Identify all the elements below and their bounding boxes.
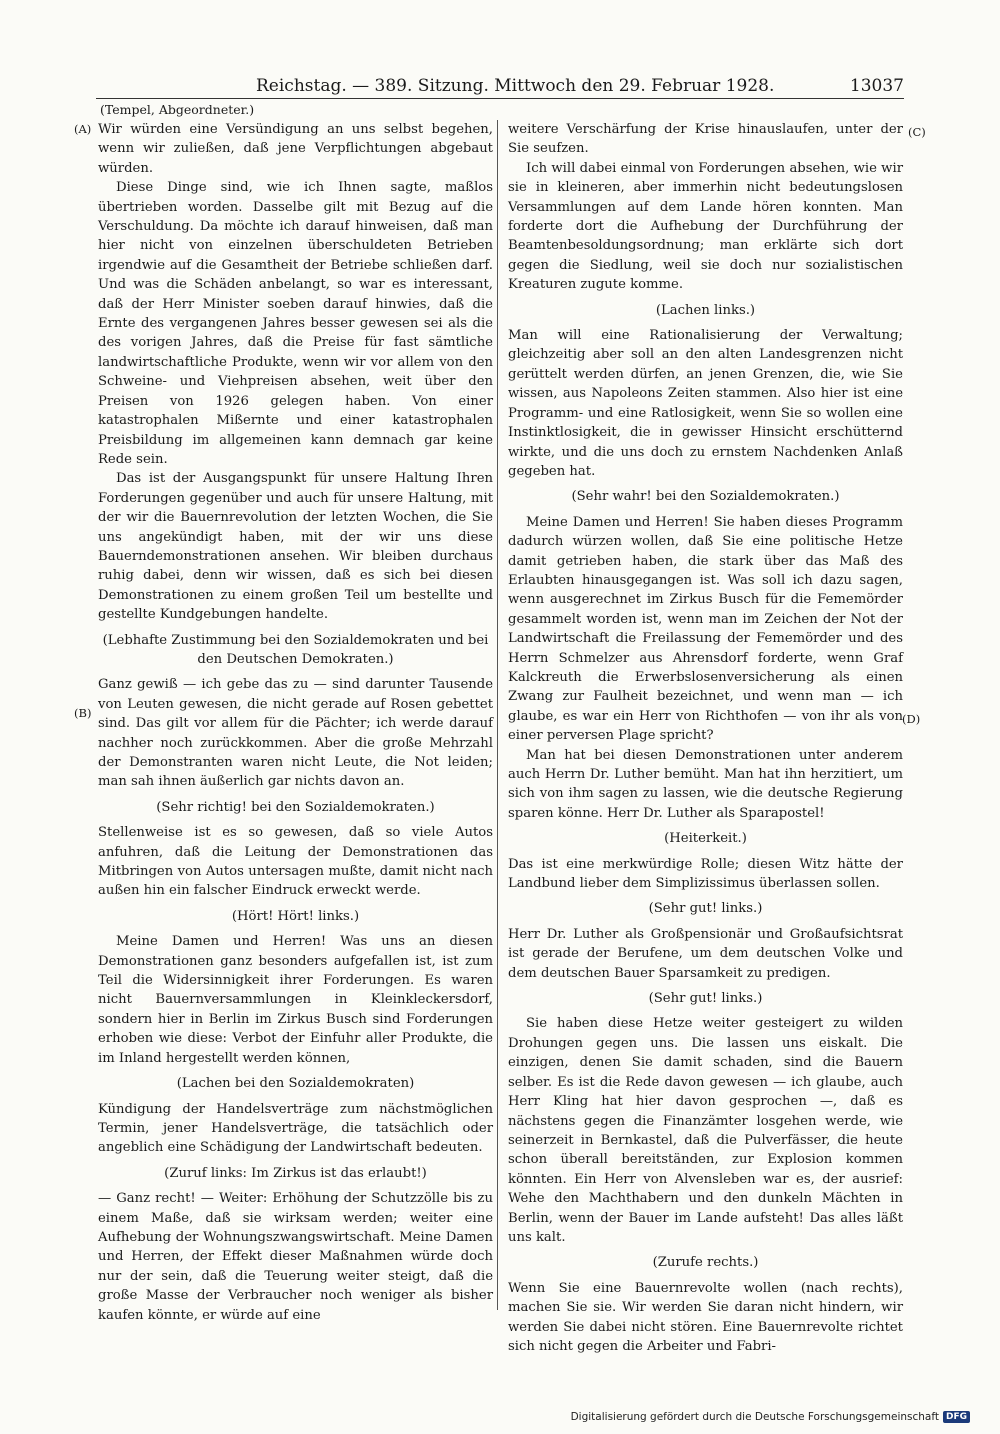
paragraph: Stellenweise ist es so gewesen, daß so viele Autos anfuhren, daß die Leitung der Demonstrationen das Mitbringen von Autos untersagen mußte, damit nicht nach außen hin ein falscher Eindruck erweckt werde. xyxy=(98,825,493,899)
interjection: (Sehr gut! links.) xyxy=(648,991,763,1007)
margin-mark-d: (D) xyxy=(902,712,921,726)
interjection: (Lebhafte Zustimmung bei den Sozialdemokraten und bei den Deutschen Demokraten.) xyxy=(102,632,489,667)
paragraph: Kündigung der Handelsverträge zum nächstmöglichen Termin, jener Handelsverträge, die tatsächlich oder angeblich eine Schädigung der Landwirtschaft bedeuten. xyxy=(98,1101,493,1156)
footer-text: Digitalisierung gefördert durch die Deutsche Forschungsgemeinschaft xyxy=(570,1411,939,1423)
paragraph: Herr Dr. Luther als Großpensionär und Großaufsichtsrat ist gerade der Berufene, um dem deutschen Volke und dem deutschen Bauer Sparsamkeit zu predigen. xyxy=(508,926,903,981)
interjection: (Lachen links.) xyxy=(655,302,756,318)
page-number: 13037 xyxy=(849,76,904,96)
column-divider xyxy=(497,120,498,1310)
interjection: (Zurufe rechts.) xyxy=(652,1255,759,1271)
left-column xyxy=(98,120,493,1325)
interjection: (Hört! Hört! links.) xyxy=(231,908,360,924)
interjection: (Lachen bei den Sozialdemokraten) xyxy=(176,1076,415,1092)
interjection: (Heiterkeit.) xyxy=(664,831,747,847)
paragraph: Sie haben diese Hetze weiter gesteigert zu wilden Drohungen gegen uns. Die lassen uns eiskalt. Die einzigen, denen Sie damit schaden, sind die Bauern selber. Es ist die Rede davon gewesen — ich glaube, auch Herr Kling hat hier davon gesprochen —, daß es nächstens gegen die Finanzämter losgehen werde, wie seinerzeit in Bernkastel, daß die Pulverfässer, die heute schon überall bereitständen, zur Explosion kommen könnten. Ein Herr von Alvensleben war es, der ausrief: Wehe den Machthabern und den dunkeln Mächten in Berlin, wenn der Bauer im Lande aufsteht! Das alles läßt uns kalt. xyxy=(508,1016,903,1245)
margin-mark-a: (A) xyxy=(74,122,92,136)
interjection: (Sehr richtig! bei den Sozialdemokraten.) xyxy=(156,799,435,815)
page-header xyxy=(96,76,904,99)
margin-mark-b: (B) xyxy=(74,706,92,720)
paragraph: Wir würden eine Versündigung an uns selbst begehen, wenn wir zuließen, daß jene Verpflichtungen abgebaut würden. xyxy=(98,122,493,176)
margin-mark-c: (C) xyxy=(908,125,926,139)
paragraph: Man will eine Rationalisierung der Verwaltung; gleichzeitig aber soll an den alten Landesgrenzen nicht gerüttelt werden dürfen, an jenen Grenzen, die, wie Sie wissen, aus Napoleons Zeiten stammen. Also hier ist eine Programm- und eine Ratlosigkeit, wenn Sie so wollen eine Instinktlosigkeit, die in gewisser Hinsicht erschütternd wirkte, und die uns doch zu ernstem Nachdenken Anlaß gegeben hat. xyxy=(508,328,903,479)
paragraph: — Ganz recht! — Weiter: Erhöhung der Schutzzölle bis zu einem Maße, daß sie wirksam werden; weiter eine Aufhebung der Wohnungszwangswirtschaft. Meine Damen und Herren, der Effekt dieser Maßnahmen würde doch nur der sein, daß die Teuerung weiter steigt, daß die große Masse der Verbraucher noch weniger als bisher kaufen könnte, er würde auf eine xyxy=(98,1191,493,1323)
paragraph: Ich will dabei einmal von Forderungen absehen, wie wir sie in kleineren, aber immerhin nicht bedeutungslosen Versammlungen auf dem Lande hören konnten. Man forderte dort die Aufhebung der Durchführung der Beamtenbesoldungsordnung; man erklärte sich dort gegen die Siedlung, weil sie doch nur sozialistischen Kreaturen zugute komme. xyxy=(508,160,903,293)
paragraph: Ganz gewiß — ich gebe das zu — sind darunter Tausende von Leuten gewesen, die nicht gerade auf Rosen gebettet sind. Das gilt vor allem für die Pächter; ich werde darauf nachher noch zurückkommen. Aber die große Mehrzahl der Demonstranten waren nicht Leute, die Not leiden; man sah ihnen äußerlich gar nichts davon an. xyxy=(98,677,493,790)
header-title: Reichstag. — 389. Sitzung. Mittwoch den 29. Februar 1928. xyxy=(256,76,775,96)
dfg-logo-icon: DFG xyxy=(943,1411,970,1423)
interjection: (Zuruf links: Im Zirkus ist das erlaubt!) xyxy=(164,1165,427,1181)
paragraph: Meine Damen und Herren! Was uns an diesen Demonstrationen ganz besonders aufgefallen ist, ist zum Teil die Widersinnigkeit ihrer Forderungen. Es waren nicht Bauernversammlungen in Kleinkleckersdorf, sondern hier in Berlin im Zirkus Busch sind Forderungen erhoben wie diese: Verbot der Einfuhr aller Produkte, die im Inland hergestellt werden können, xyxy=(98,934,493,1066)
paragraph: Wenn Sie eine Bauernrevolte wollen (nach rechts), machen Sie sie. Wir werden Sie daran nicht hindern, wir werden Sie dabei nicht stören. Eine Bauernrevolte richtet sich nicht gegen die Arbeiter und Fabri- xyxy=(508,1280,903,1354)
paragraph: Meine Damen und Herren! Sie haben dieses Programm dadurch würzen wollen, daß Sie eine politische Hetze damit getrieben haben, die stark über das Maß des Erlaubten hinausgegangen ist. Was soll ich dazu sagen, wenn ausgerechnet im Zirkus Busch für die Fememörder gesammelt worden ist, wenn man im Zeichen der Not der Landwirtschaft die Freilassung der Fememörder und des Herrn Schmelzer aus Ahrensdorf forderte, wenn Graf Kalckreuth die Erwerbslosenversicherung als einen Zwang zur Faulheit bezeichnet, und wenn man — ich glaube, es war ein Herr von Richthofen — von ihr als von einer perversen Plage spricht? xyxy=(508,514,903,744)
paragraph: weitere Verschärfung der Krise hinauslaufen, unter der Sie seufzen. xyxy=(508,122,903,157)
speaker-label: (Tempel, Abgeordneter.) xyxy=(100,102,255,117)
footer-credit xyxy=(571,1411,970,1423)
paragraph: Diese Dinge sind, wie ich Ihnen sagte, maßlos übertrieben worden. Dasselbe gilt mit Bezug auf die Verschuldung. Da möchte ich darauf hinweisen, daß man hier nicht von einzelnen überschuldeten Betrieben irgendwie auf die Gesamtheit der Betriebe schließen darf. Und was die Schäden anbelangt, so war es interessant, daß der Herr Minister soeben darauf hinwies, daß die Ernte des vergangenen Jahres besser gewesen sei als die des vorigen Jahres, daß die Preise für fast sämtliche landwirtschaftliche Produkte, wenn wir vor allem von den Schweine- und Viehpreisen absehen, weit über den Preisen von 1926 gelegen haben. Von einer katastrophalen Mißernte und einer katastrophalen Preisbildung im allgemeinen kann demnach gar keine Rede sein. xyxy=(98,180,493,467)
paragraph: Das ist der Ausgangspunkt für unsere Haltung Ihren Forderungen gegenüber und auch für unsere Haltung, mit der wir die Bauernrevolution der letzten Wochen, die Sie uns angekündigt haben, mit der wir uns diese Bauerndemonstrationen ansehen. Wir bleiben durchaus ruhig dabei, denn wir wissen, daß es sich bei diesen Demonstrationen zu einem großen Teil um bestellte und gestellte Kundgebungen handelte. xyxy=(98,471,493,623)
paragraph: Man hat bei diesen Demonstrationen unter anderem auch Herrn Dr. Luther bemüht. Man hat ihn herzitiert, um sich von ihm sagen zu lassen, wie die deutsche Regierung sparen könne. Herr Dr. Luther als Sparapostel! xyxy=(508,747,903,821)
interjection: (Sehr gut! links.) xyxy=(648,901,763,917)
interjection: (Sehr wahr! bei den Sozialdemokraten.) xyxy=(571,489,840,505)
right-column xyxy=(508,120,903,1356)
paragraph: Das ist eine merkwürdige Rolle; diesen Witz hätte der Landbund lieber dem Simplizissimus überlassen sollen. xyxy=(508,856,903,892)
